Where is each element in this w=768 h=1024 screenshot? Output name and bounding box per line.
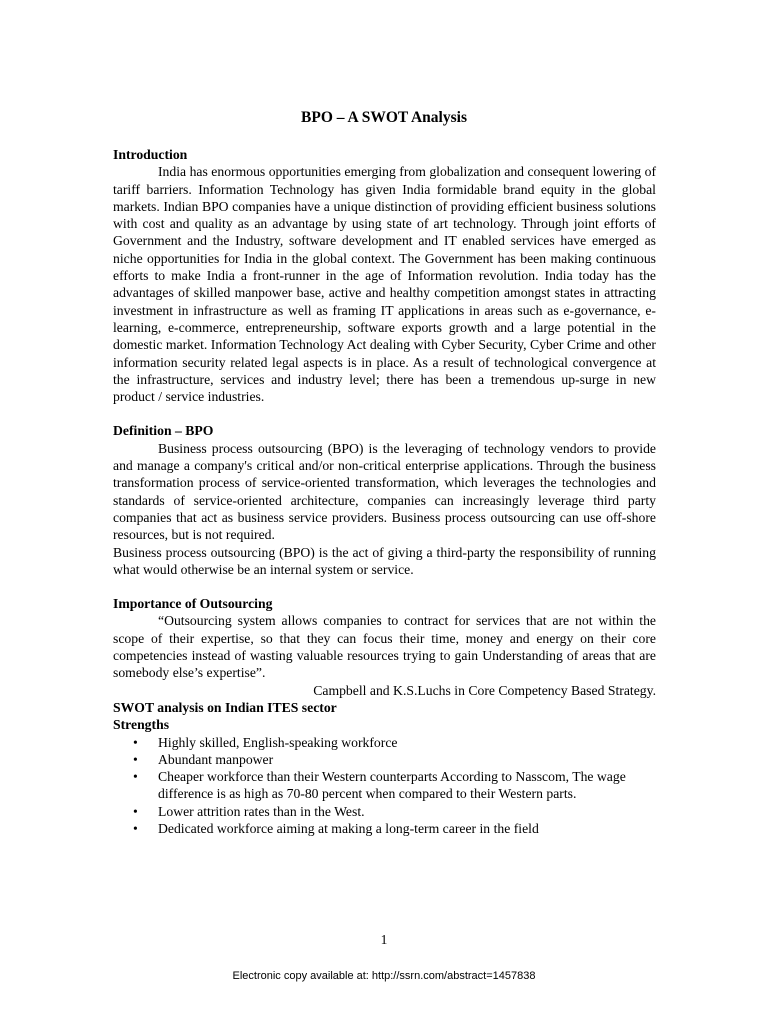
strength-text: Cheaper workforce than their Western counterparts According to Nasscom, The wage difference is as high as 70-80 percent when compared to their Western parts.: [158, 769, 626, 802]
strength-text: Highly skilled, English-speaking workforce: [158, 734, 398, 750]
bullet-icon: •: [133, 803, 138, 819]
strength-item: [113, 768, 656, 803]
document-title: BPO – A SWOT Analysis: [301, 109, 467, 126]
definition-paragraph-2: Business process outsourcing (BPO) is the act of giving a third-party the responsibility of running what would otherwise be an internal system or service.: [113, 544, 656, 577]
strength-item: [113, 751, 656, 768]
strength-text: Dedicated workforce aiming at making a long-term career in the field: [158, 820, 539, 836]
page-number: 1: [380, 932, 388, 947]
importance-heading: Importance of Outsourcing: [113, 596, 273, 612]
definition-paragraph-1: Business process outsourcing (BPO) is the leveraging of technology vendors to provide and manage a company's critical and/or non-critical enterprise applications. Through the business transformation process of service-oriented transformation, which leverages the technologies and standards of service-oriented architecture, companies can increasingly leverage third party companies that act as business service providers. Business process outsourcing can use off-shore resources, but is not required.: [113, 440, 656, 543]
strengths-heading: Strengths: [113, 717, 170, 733]
bullet-icon: •: [133, 820, 138, 836]
quote-attribution: Campbell and K.S.Luchs in Core Competency Based Strategy.: [313, 682, 656, 698]
bullet-icon: •: [133, 734, 138, 750]
strength-item: [113, 734, 656, 751]
importance-quote: “Outsourcing system allows companies to contract for services that are not within the scope of their expertise, so that they can focus their time, money and energy on their core competencies instead of wasting valuable resources trying to gain Understanding of areas that are somebody else’s expertise”.: [113, 613, 656, 681]
strengths-list: [113, 734, 656, 838]
strength-item: [113, 803, 656, 820]
document-body: [113, 146, 656, 837]
strength-text: Lower attrition rates than in the West.: [158, 803, 365, 819]
definition-heading: Definition – BPO: [113, 423, 214, 439]
footer-text: Electronic copy available at: http://ssrn.com/abstract=1457838: [232, 970, 536, 982]
introduction-heading: Introduction: [113, 147, 188, 162]
swot-heading: SWOT analysis on Indian ITES sector: [113, 699, 337, 715]
strength-item: [113, 820, 656, 837]
strength-text: Abundant manpower: [158, 751, 274, 767]
introduction-paragraph: India has enormous opportunities emerging from globalization and consequent lowering of tariff barriers. Information Technology has given India formidable brand equity in the global markets. Indian BPO companies have a unique distinction of providing efficient business solutions with cost and quality as an advantage by using state of art technology. Through joint efforts of Government and the Industry, software development and IT enabled services have emerged as niche opportunities for India in the global context. The Government has been making continuous efforts to make India a front-runner in the age of Information revolution. India today has the advantages of skilled manpower base, active and healthy competition amongst states in attracting investment in infrastructure as well as framing IT applications in areas such as e-governance, e-learning, e-commerce, entrepreneurship, software exports growth and a large potential in the domestic market. Information Technology Act dealing with Cyber Security, Cyber Crime and other information security related legal aspects is in place. As a result of technological convergence at the infrastructure, services and industry level; there has been a tremendous up-surge in new product / service industries.: [113, 164, 656, 405]
bullet-icon: •: [133, 751, 138, 767]
bullet-icon: •: [133, 769, 138, 785]
